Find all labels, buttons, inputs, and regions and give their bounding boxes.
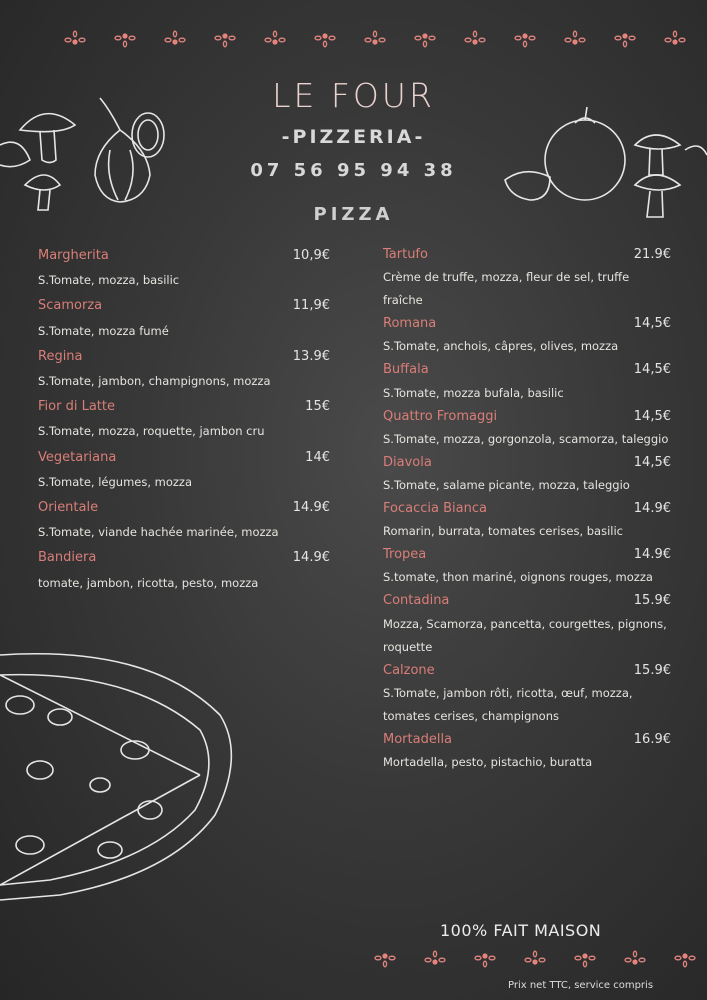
item-description: Mozza, Scamorza, pancetta, courgettes, pignons, roquette	[383, 616, 667, 654]
flower-ornament-icon	[100, 26, 150, 52]
item-price: 21.9€	[633, 247, 671, 262]
item-price: 14.9€	[633, 501, 671, 517]
item-name: Bandiera	[38, 550, 97, 566]
item-name: Fior di Latte	[38, 399, 115, 415]
menu-item	[383, 728, 671, 774]
item-name: Scamorza	[38, 298, 103, 314]
item-name: Vegetariana	[38, 449, 117, 465]
restaurant-name: LE FOUR	[272, 76, 435, 115]
item-description: Mortadella, pesto, pistachio, buratta	[383, 755, 593, 770]
menu-item	[383, 543, 671, 589]
item-name: Buffala	[383, 362, 429, 378]
item-description: S.Tomate, mozza bufala, basilic	[383, 385, 564, 400]
flower-ornament-icon	[300, 26, 350, 52]
item-description: Crème de truffe, mozza, fleur de sel, truffe fraîche	[383, 270, 630, 308]
menu-item	[383, 312, 671, 358]
item-name: Tropea	[383, 547, 427, 563]
item-name: Margherita	[38, 248, 109, 263]
menu-item	[38, 293, 330, 343]
flower-ornament-icon	[200, 26, 250, 52]
flower-ornament-icon	[560, 946, 610, 972]
item-name: Mortadella	[383, 731, 453, 747]
item-name: Diavola	[383, 454, 432, 470]
item-name: Quattro Fromaggi	[383, 408, 498, 424]
item-price: 14.9€	[292, 550, 330, 566]
flower-ornament-icon	[350, 26, 400, 52]
menu-item	[383, 659, 671, 728]
item-price: 15.9€	[633, 662, 671, 678]
menu-item	[383, 358, 671, 404]
item-price: 14,5€	[633, 454, 671, 470]
flower-ornament-icon	[250, 26, 300, 52]
menu-item	[383, 243, 671, 312]
item-description: S.Tomate, jambon rôti, ricotta, œuf, mozza, tomates cerises, champignons	[383, 685, 633, 723]
tagline: 100% FAIT MAISON	[440, 921, 602, 940]
flower-ornament-icon	[450, 26, 500, 52]
item-description: Romarin, burrata, tomates cerises, basilic	[383, 524, 624, 539]
item-name: Focaccia Bianca	[383, 501, 487, 517]
item-description: S.Tomate, anchois, câpres, olives, mozza	[383, 339, 619, 354]
menu-item	[38, 243, 330, 293]
item-description: S.Tomate, mozza, roquette, jambon cru	[38, 424, 265, 439]
item-name: Orientale	[38, 500, 99, 516]
item-name: Calzone	[383, 662, 435, 678]
item-price: 10,9€	[292, 248, 330, 263]
item-description: tomate, jambon, ricotta, pesto, mozza	[38, 575, 259, 590]
item-description: S.Tomate, mozza fumé	[38, 323, 169, 338]
flower-ornament-icon	[50, 26, 100, 52]
menu-item	[383, 497, 671, 543]
menu-item	[38, 394, 330, 444]
flower-ornament-icon	[410, 946, 460, 972]
flower-ornament-icon	[500, 26, 550, 52]
item-price: 11,9€	[292, 298, 330, 314]
item-price: 14.9€	[292, 500, 330, 516]
flower-ornament-icon	[510, 946, 560, 972]
item-description: S.Tomate, viande hachée marinée, mozza	[38, 525, 279, 540]
item-name: Contadina	[383, 593, 450, 609]
item-description: S.Tomate, salame picante, mozza, taleggio	[383, 477, 630, 492]
item-name: Tartufo	[383, 247, 428, 262]
restaurant-subtitle: -PIZZERIA-	[281, 126, 426, 148]
item-price: 15€	[305, 399, 330, 415]
menu-item	[38, 495, 330, 545]
menu-item	[38, 445, 330, 495]
flower-ornament-icon	[150, 26, 200, 52]
flower-ornament-icon	[360, 946, 410, 972]
menu-column-left	[38, 243, 330, 596]
menu-item	[383, 405, 671, 451]
item-description: S.Tomate, mozza, basilic	[38, 273, 180, 288]
ornament-row-bottom	[360, 946, 707, 972]
menu-item	[383, 451, 671, 497]
flower-ornament-icon	[550, 26, 600, 52]
flower-ornament-icon	[600, 26, 650, 52]
section-title: PIZZA	[313, 204, 394, 225]
item-price: 14,5€	[633, 362, 671, 378]
item-price: 13.9€	[292, 348, 330, 364]
flower-ornament-icon	[460, 946, 510, 972]
menu-column-right	[383, 243, 671, 774]
item-name: Regina	[38, 348, 83, 364]
menu-item	[383, 589, 671, 658]
item-name: Romana	[383, 316, 437, 332]
item-description: S.Tomate, mozza, gorgonzola, scamorza, taleggio	[383, 431, 669, 446]
item-price: 16.9€	[633, 731, 671, 747]
item-price: 14,5€	[633, 316, 671, 332]
item-price: 14.9€	[633, 547, 671, 563]
item-price: 15.9€	[633, 593, 671, 609]
flower-ornament-icon	[650, 26, 700, 52]
price-note: Prix net TTC, service compris	[508, 980, 654, 991]
pizza-sketch-icon	[0, 645, 250, 905]
item-description: S.tomate, thon mariné, oignons rouges, mozza	[383, 570, 653, 585]
menu-item	[38, 545, 330, 595]
flower-ornament-icon	[400, 26, 450, 52]
item-price: 14€	[305, 449, 330, 465]
flower-ornament-icon	[610, 946, 660, 972]
item-description: S.Tomate, jambon, champignons, mozza	[38, 374, 271, 389]
ornament-row-top	[50, 26, 700, 52]
item-description: S.Tomate, légumes, mozza	[38, 474, 193, 489]
phone-number: 07 56 95 94 38	[250, 160, 457, 181]
menu-item	[38, 344, 330, 394]
flower-ornament-icon	[660, 946, 707, 972]
item-price: 14,5€	[633, 408, 671, 424]
